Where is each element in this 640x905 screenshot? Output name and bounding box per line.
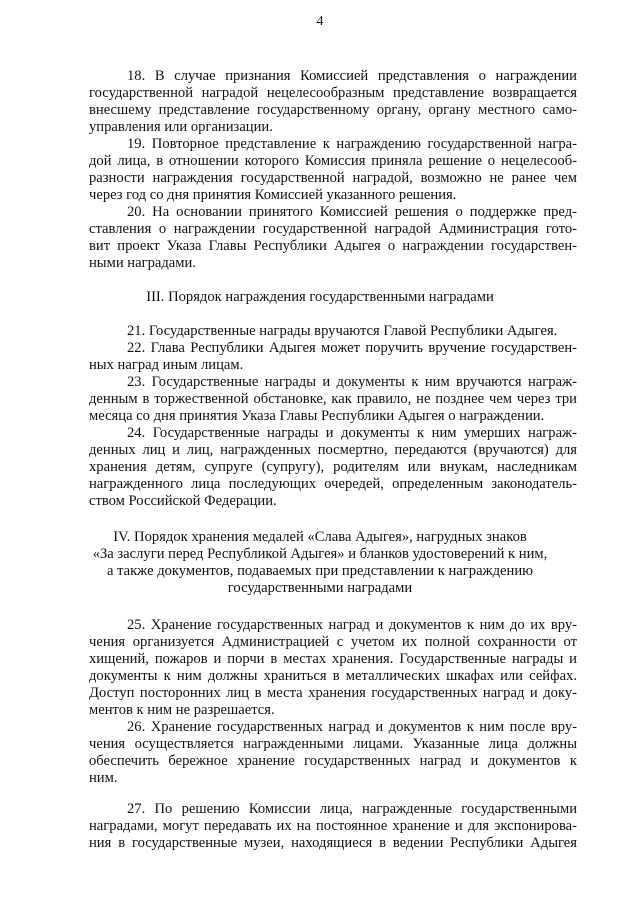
section-3-heading: III. Порядок награждения государственными наградами [146,289,494,305]
paragraph-18-line: внесшему представление государственному органу, органу местного само- [89,102,577,118]
paragraph-23-line: месяца со дня принятия Указа Главы Республики Адыгея о награждении. [89,408,545,424]
paragraph-26-line: обеспечить бережное хранение государственных наград и документов к [89,753,577,769]
section-4-heading: государственными наградами [227,580,413,596]
paragraph-25-line: ментов к ним не разрешается. [89,702,275,718]
paragraph-19-line: разности награждения государственной наградой, возможно не ранее чем [89,170,577,186]
section-4-heading: а также документов, подаваемых при представлении к награждению [106,563,534,579]
paragraph-24-line: 24. Государственные награды и документы к ним умерших награж- [127,425,577,441]
paragraph-25-line: чения организуется Администрацией с учетом их полной сохранности от [89,634,577,650]
paragraph-25-line: документы к ним должны храниться в металлических шкафах или сейфах. [89,668,577,684]
page-number: 4 [316,14,324,29]
paragraph-22-line: 22. Глава Республики Адыгея может поручить вручение государствен- [127,340,577,356]
paragraph-20-line: вит проект Указа Главы Республики Адыгея о награждении государствен- [89,238,577,254]
paragraph-19-line: 19. Повторное представление к награждению государственной награ- [127,136,577,152]
paragraph-19-line: дой лица, в отношении которого Комиссия приняла решение о нецелесооб- [89,153,577,169]
paragraph-24-line: награжденного лица последующих очередей, определенным законодатель- [89,476,577,492]
paragraph-26-line: 26. Хранение государственных наград и документов к ним после вру- [127,719,577,735]
paragraph-27-line: наградами, могут передавать их на постоянное хранение и для экспонирова- [89,818,577,834]
section-4-heading: IV. Порядок хранения медалей «Слава Адыгея», нагрудных знаков [113,529,527,545]
paragraph-25-line: хищений, пожаров и порчи в местах хранения. Государственные награды и [89,651,577,667]
paragraph-21-line: 21. Государственные награды вручаются Главой Республики Адыгея. [127,323,558,339]
paragraph-27-line: ния в государственные музеи, находящиеся в ведении Республики Адыгея [89,835,577,851]
paragraph-18-line: 18. В случае признания Комиссией представления о награждении [127,68,577,84]
paragraph-22-line: ных наград иным лицам. [89,357,244,373]
paragraph-25-line: 25. Хранение государственных наград и документов к ним до их вру- [127,617,577,633]
paragraph-24-line: ством Российской Федерации. [89,493,277,509]
paragraph-20-line: 20. На основании принятого Комиссией решения о поддержке пред- [127,204,577,220]
paragraph-25-line: Доступ посторонних лиц в места хранения государственных наград и доку- [89,685,577,701]
paragraph-18-line: государственной наградой нецелесообразным представление возвращается [89,85,577,101]
section-4-heading: «За заслуги перед Республикой Адыгея» и бланков удостоверений к ним, [92,546,548,562]
paragraph-18-line: управления или организации. [89,119,273,135]
paragraph-20-line: ставления о награждении государственной наградой Администрация гото- [89,221,577,237]
paragraph-19-line: через год со дня принятия Комиссией указанного решения. [89,187,457,203]
paragraph-26-line: чения осуществляется награжденными лицами. Указанные лица должны [89,736,577,752]
paragraph-23-line: денным в торжественной обстановке, как правило, не позднее чем через три [89,391,577,407]
paragraph-20-line: ными наградами. [89,255,196,271]
paragraph-26-line: ним. [89,770,118,786]
paragraph-23-line: 23. Государственные награды и документы к ним вручаются награж- [127,374,577,390]
paragraph-27-line: 27. По решению Комиссии лица, награжденные государственными [127,801,577,817]
paragraph-24-line: денных лиц и лиц, награжденных посмертно, передаются (вручаются) для [89,442,577,458]
paragraph-24-line: хранения детям, супруге (супругу), родителям или внукам, наследникам [89,459,577,475]
